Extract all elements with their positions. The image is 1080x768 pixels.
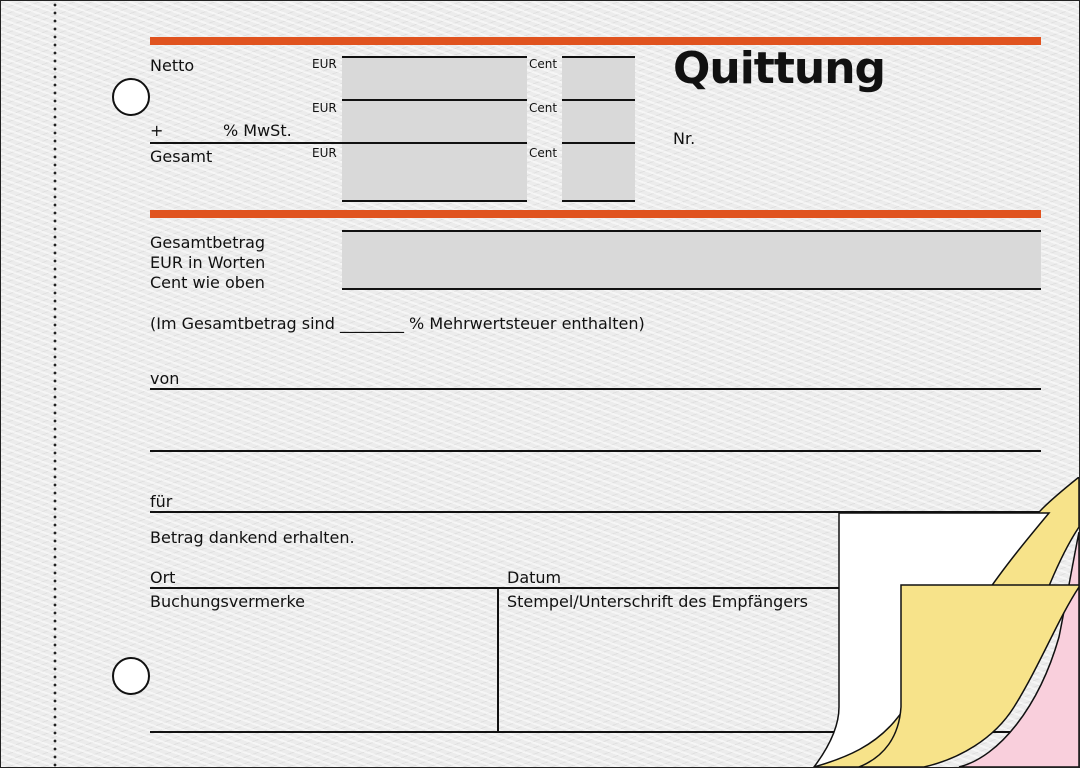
eur-field-line-4: [342, 200, 527, 202]
accent-bar-top: [150, 37, 1041, 45]
gesamt-label: Gesamt: [150, 147, 213, 166]
plus-label: +: [150, 121, 164, 140]
booking-signature-divider: [497, 587, 499, 732]
total-words-top-line: [342, 230, 1041, 232]
eur-label-gesamt: EUR: [312, 146, 337, 160]
cent-field-line-1: [562, 56, 635, 58]
carbon-copy-corner-curl: [799, 477, 1079, 767]
number-label: Nr.: [673, 129, 696, 148]
punch-hole-bottom: [112, 657, 150, 695]
cent-label-gesamt: Cent: [529, 146, 558, 160]
date-label: Datum: [507, 568, 562, 587]
vat-note: (Im Gesamtbetrag sind ________ % Mehrwertsteuer enthalten): [150, 314, 645, 333]
total-words-line-1: Gesamtbetrag: [150, 233, 266, 252]
signature-label: Stempel/Unterschrift des Empfängers: [507, 592, 809, 611]
eur-label-mwst: EUR: [312, 101, 337, 115]
from-line-1[interactable]: [150, 388, 1041, 390]
received-text: Betrag dankend erhalten.: [150, 528, 355, 547]
cent-field-line-4: [562, 200, 635, 202]
cent-label-mwst: Cent: [529, 101, 558, 115]
cent-label-netto: Cent: [529, 57, 558, 71]
perforation-line: [53, 1, 57, 768]
from-label: von: [150, 369, 180, 388]
total-words-line-2: EUR in Worten: [150, 253, 266, 272]
total-words-bottom-line: [342, 288, 1041, 290]
place-label: Ort: [150, 568, 176, 587]
total-words-line-3: Cent wie oben: [150, 273, 265, 292]
eur-field-line-2: [342, 99, 527, 101]
accent-bar-middle: [150, 210, 1041, 218]
cent-field-line-2: [562, 99, 635, 101]
page-title: Quittung: [673, 43, 886, 94]
booking-label: Buchungsvermerke: [150, 592, 305, 611]
cent-field-line-3: [562, 142, 635, 144]
punch-hole-top: [112, 78, 150, 116]
netto-label: Netto: [150, 56, 195, 75]
for-label: für: [150, 492, 173, 511]
gesamt-underline: [150, 142, 342, 144]
eur-field-line-3: [342, 142, 527, 144]
eur-amount-field[interactable]: [342, 56, 527, 201]
eur-field-line-1: [342, 56, 527, 58]
eur-label-netto: EUR: [312, 57, 337, 71]
mwst-label: % MwSt.: [223, 121, 292, 140]
total-words-field[interactable]: [342, 231, 1041, 289]
cent-amount-field[interactable]: [562, 56, 635, 201]
from-line-2[interactable]: [150, 450, 1041, 452]
total-words-label: [150, 233, 265, 293]
